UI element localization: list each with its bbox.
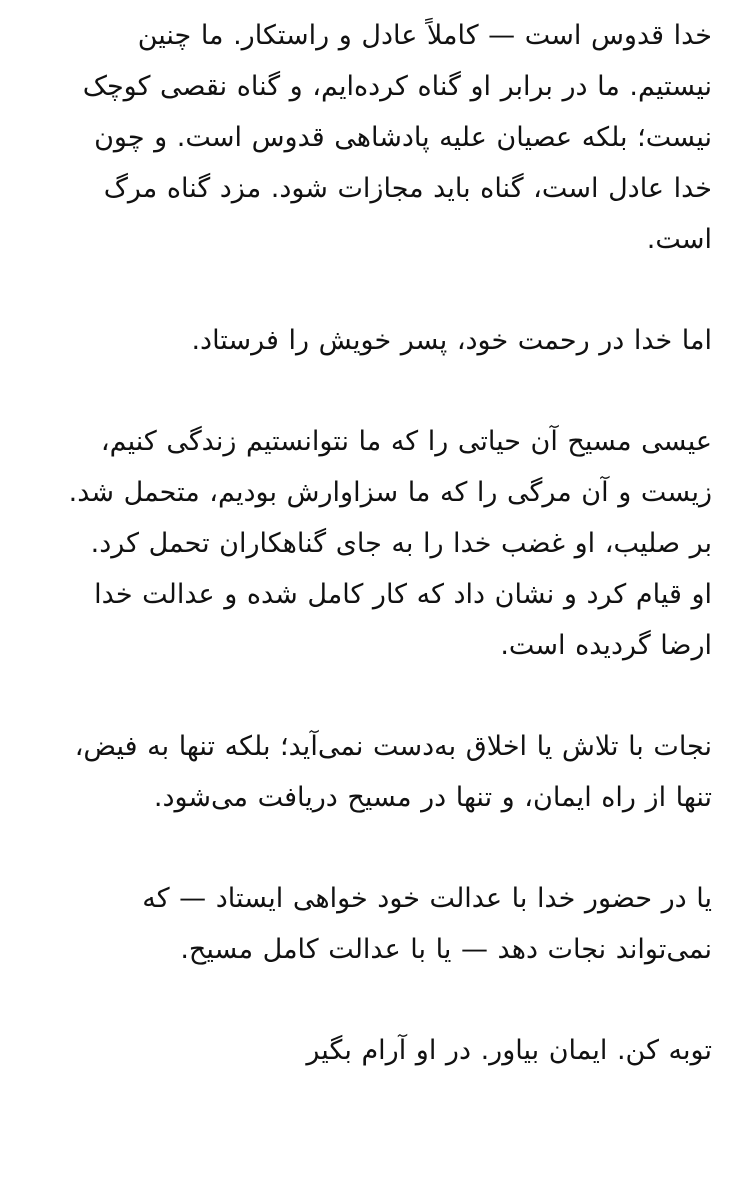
paragraph-righteousness: یا در حضور خدا با عدالت خود خواهی ایستاد — که نمی‌تواند نجات دهد — یا با عدالت کامل مسیح. [142,883,712,965]
paragraph-christ: عیسی مسیح آن حیاتی را که ما نتوانستیم زندگی کنیم، زیست و آن مرگی را که ما سزاوارش بودیم، متحمل شد. بر صلیب، او غضب خدا را به جای گناهکاران تحمل کرد. او قیام کرد و نشان داد که کار کامل شده و عدالت خدا ارضا گردیده است. [68,426,712,661]
paragraph-holiness: خدا قدوس است — کاملاً عادل و راستکار. ما چنین نیستیم. ما در برابر او گناه کرده‌ایم، و گناه نقصی کوچک نیست؛ بلکه عصیان علیه پادشاهی قدوس است. و چون خدا عادل است، گناه باید مجازات شود. مزد گناه مرگ است. [82,20,712,255]
paragraph-call: توبه کن. ایمان بیاور. در او آرام بگیر [306,1035,712,1066]
paragraph-mercy: اما خدا در رحمت خود، پسر خویش را فرستاد. [191,325,712,356]
paragraph-salvation: نجات با تلاش یا اخلاق به‌دست نمی‌آید؛ بلکه تنها به فیض، تنها از راه ایمان، و تنها در مسیح دریافت می‌شود. [74,731,712,813]
